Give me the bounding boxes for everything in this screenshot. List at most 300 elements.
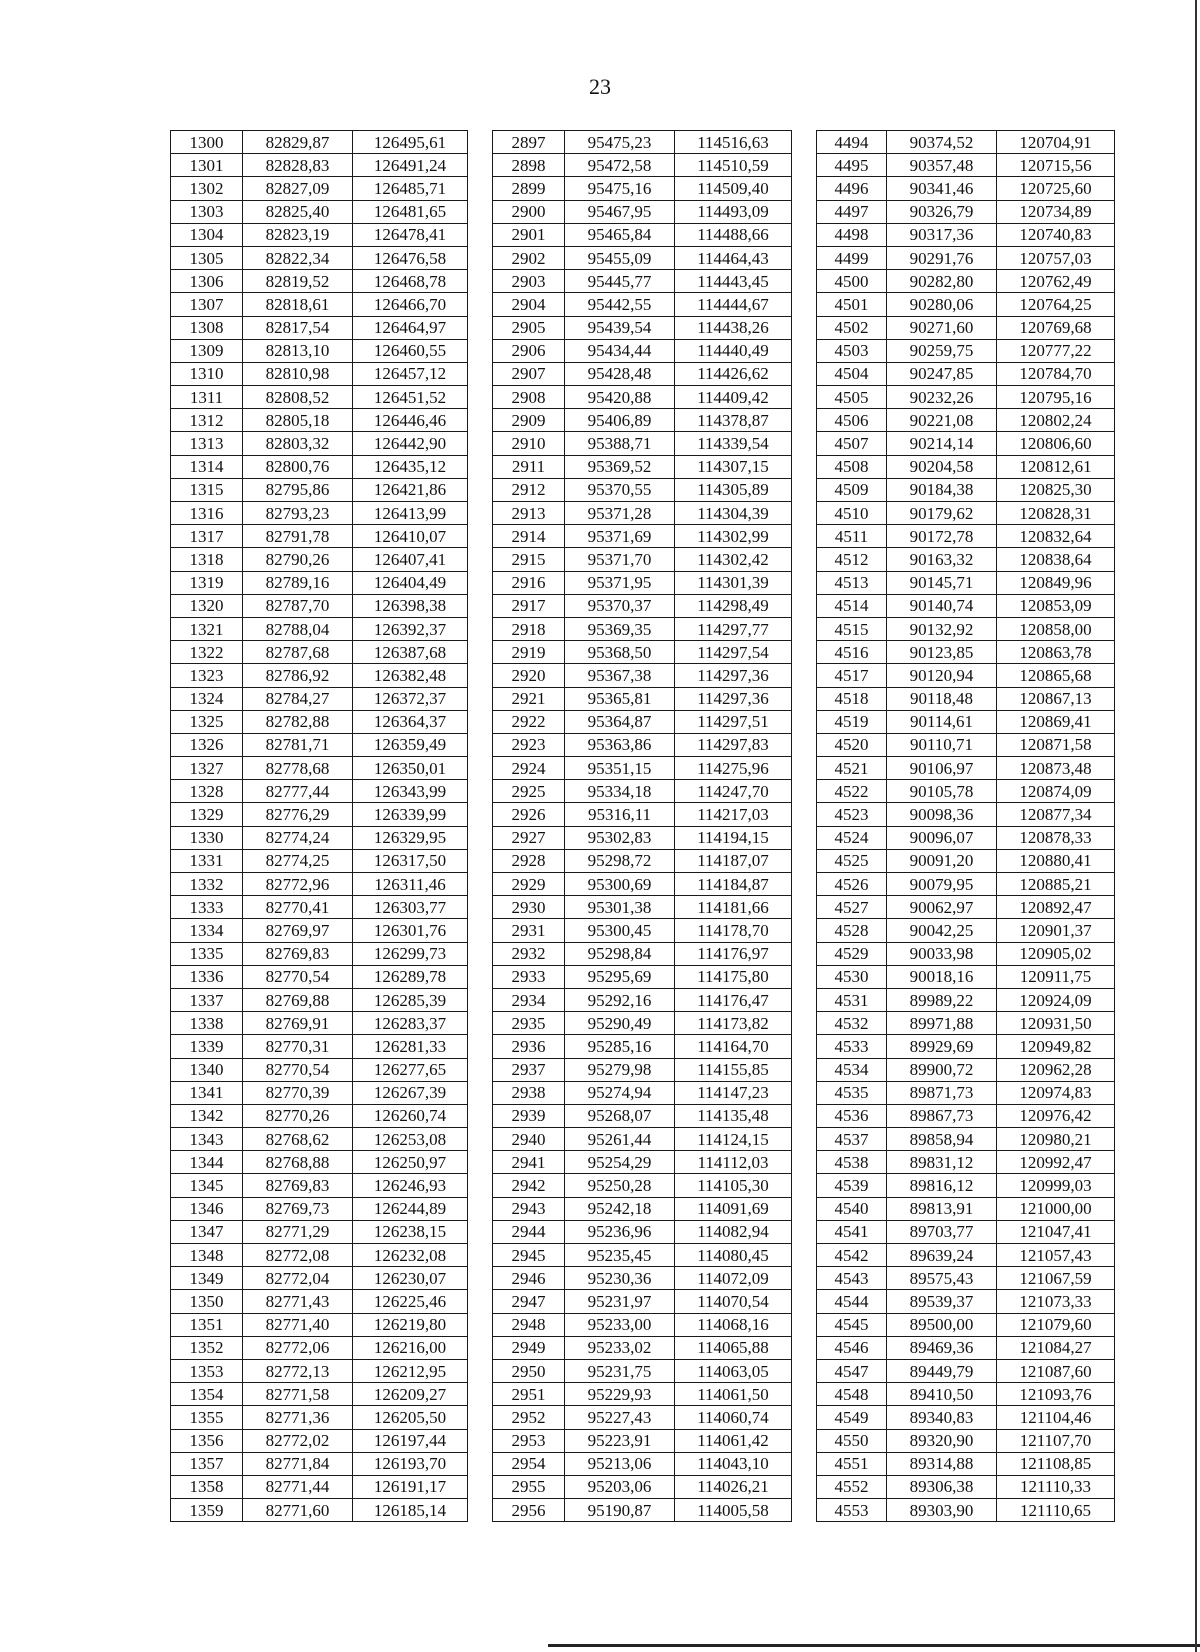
bottom-rule [548,1644,1200,1647]
point-number-cell: 1335 [171,942,243,965]
y-coordinate-cell: 120905,02 [997,942,1115,965]
point-number-cell: 1300 [171,131,243,154]
group-separator [792,1475,817,1498]
group-separator [792,873,817,896]
x-coordinate-cell: 89858,94 [887,1128,997,1151]
point-number-cell: 2942 [493,1174,565,1197]
table-row [171,594,1115,617]
group-separator [792,988,817,1011]
point-number-cell: 2947 [493,1290,565,1313]
table-row [171,1383,1115,1406]
point-number-cell: 1358 [171,1475,243,1498]
group-separator [792,293,817,316]
table-row [171,177,1115,200]
x-coordinate-cell: 89469,36 [887,1336,997,1359]
group-separator [792,432,817,455]
group-separator [792,617,817,640]
point-number-cell: 2910 [493,432,565,455]
table-row [171,1313,1115,1336]
x-coordinate-cell: 95233,00 [565,1313,675,1336]
table-row [171,803,1115,826]
y-coordinate-cell: 114043,10 [675,1452,792,1475]
point-number-cell: 4516 [817,641,887,664]
group-separator [468,988,493,1011]
point-number-cell: 2936 [493,1035,565,1058]
x-coordinate-cell: 95298,84 [565,942,675,965]
point-number-cell: 4547 [817,1359,887,1382]
group-separator [792,548,817,571]
x-coordinate-cell: 89871,73 [887,1081,997,1104]
x-coordinate-cell: 90232,26 [887,386,997,409]
x-coordinate-cell: 90184,38 [887,478,997,501]
y-coordinate-cell: 114068,16 [675,1313,792,1336]
point-number-cell: 1321 [171,617,243,640]
y-coordinate-cell: 120873,48 [997,757,1115,780]
y-coordinate-cell: 114275,96 [675,757,792,780]
table-row [171,362,1115,385]
x-coordinate-cell: 82772,02 [243,1429,353,1452]
x-coordinate-cell: 95223,91 [565,1429,675,1452]
point-number-cell: 1330 [171,826,243,849]
x-coordinate-cell: 82768,88 [243,1151,353,1174]
point-number-cell: 2948 [493,1313,565,1336]
group-separator [792,1058,817,1081]
point-number-cell: 4495 [817,154,887,177]
point-number-cell: 2932 [493,942,565,965]
x-coordinate-cell: 89410,50 [887,1383,997,1406]
y-coordinate-cell: 126435,12 [353,455,468,478]
y-coordinate-cell: 121057,43 [997,1244,1115,1267]
group-separator [792,1336,817,1359]
x-coordinate-cell: 82782,88 [243,710,353,733]
y-coordinate-cell: 114444,67 [675,293,792,316]
table-row [171,409,1115,432]
x-coordinate-cell: 89449,79 [887,1359,997,1382]
y-coordinate-cell: 114464,43 [675,246,792,269]
group-separator [468,1383,493,1406]
point-number-cell: 2919 [493,641,565,664]
table-row [171,1452,1115,1475]
group-separator [468,1429,493,1452]
table-row [171,733,1115,756]
point-number-cell: 2946 [493,1267,565,1290]
x-coordinate-cell: 82770,39 [243,1081,353,1104]
y-coordinate-cell: 114164,70 [675,1035,792,1058]
y-coordinate-cell: 114378,87 [675,409,792,432]
group-separator [468,803,493,826]
x-coordinate-cell: 95231,75 [565,1359,675,1382]
y-coordinate-cell: 126457,12 [353,362,468,385]
group-separator [468,525,493,548]
y-coordinate-cell: 126267,39 [353,1081,468,1104]
y-coordinate-cell: 114112,03 [675,1151,792,1174]
group-separator [792,919,817,942]
table-row [171,316,1115,339]
point-number-cell: 1324 [171,687,243,710]
point-number-cell: 1339 [171,1035,243,1058]
point-number-cell: 4531 [817,988,887,1011]
table-row [171,1128,1115,1151]
x-coordinate-cell: 95434,44 [565,339,675,362]
table-row [171,664,1115,687]
table-row [171,1475,1115,1498]
point-number-cell: 2901 [493,223,565,246]
group-separator [792,362,817,385]
y-coordinate-cell: 120924,09 [997,988,1115,1011]
table-row [171,386,1115,409]
group-separator [792,270,817,293]
point-number-cell: 1308 [171,316,243,339]
point-number-cell: 4548 [817,1383,887,1406]
point-number-cell: 1317 [171,525,243,548]
table-row [171,617,1115,640]
y-coordinate-cell: 120832,64 [997,525,1115,548]
point-number-cell: 1352 [171,1336,243,1359]
group-separator [468,571,493,594]
point-number-cell: 2940 [493,1128,565,1151]
point-number-cell: 4505 [817,386,887,409]
point-number-cell: 4504 [817,362,887,385]
group-separator [468,1081,493,1104]
point-number-cell: 4510 [817,502,887,525]
y-coordinate-cell: 120911,75 [997,965,1115,988]
x-coordinate-cell: 95233,02 [565,1336,675,1359]
y-coordinate-cell: 121108,85 [997,1452,1115,1475]
y-coordinate-cell: 114247,70 [675,780,792,803]
x-coordinate-cell: 95298,72 [565,849,675,872]
y-coordinate-cell: 120871,58 [997,733,1115,756]
x-coordinate-cell: 82769,73 [243,1197,353,1220]
point-number-cell: 4494 [817,131,887,154]
x-coordinate-cell: 82787,68 [243,641,353,664]
point-number-cell: 2897 [493,131,565,154]
x-coordinate-cell: 95334,18 [565,780,675,803]
point-number-cell: 2943 [493,1197,565,1220]
x-coordinate-cell: 82813,10 [243,339,353,362]
x-coordinate-cell: 95371,69 [565,525,675,548]
point-number-cell: 4511 [817,525,887,548]
x-coordinate-cell: 89539,37 [887,1290,997,1313]
point-number-cell: 1326 [171,733,243,756]
y-coordinate-cell: 120802,24 [997,409,1115,432]
point-number-cell: 4530 [817,965,887,988]
point-number-cell: 1310 [171,362,243,385]
group-separator [792,246,817,269]
x-coordinate-cell: 95213,06 [565,1452,675,1475]
y-coordinate-cell: 126398,38 [353,594,468,617]
point-number-cell: 4517 [817,664,887,687]
y-coordinate-cell: 114061,42 [675,1429,792,1452]
point-number-cell: 4502 [817,316,887,339]
y-coordinate-cell: 126485,71 [353,177,468,200]
y-coordinate-cell: 114176,97 [675,942,792,965]
x-coordinate-cell: 95254,29 [565,1151,675,1174]
y-coordinate-cell: 114105,30 [675,1174,792,1197]
x-coordinate-cell: 90179,62 [887,502,997,525]
group-separator [468,362,493,385]
y-coordinate-cell: 126205,50 [353,1406,468,1429]
x-coordinate-cell: 90326,79 [887,200,997,223]
x-coordinate-cell: 82771,60 [243,1499,353,1522]
y-coordinate-cell: 121104,46 [997,1406,1115,1429]
point-number-cell: 4536 [817,1104,887,1127]
x-coordinate-cell: 95250,28 [565,1174,675,1197]
point-number-cell: 1354 [171,1383,243,1406]
group-separator [468,293,493,316]
y-coordinate-cell: 126460,55 [353,339,468,362]
point-number-cell: 1329 [171,803,243,826]
y-coordinate-cell: 114187,07 [675,849,792,872]
table-row [171,641,1115,664]
x-coordinate-cell: 90123,85 [887,641,997,664]
x-coordinate-cell: 82768,62 [243,1128,353,1151]
group-separator [468,131,493,154]
table-row [171,1267,1115,1290]
y-coordinate-cell: 114516,63 [675,131,792,154]
point-number-cell: 4523 [817,803,887,826]
point-number-cell: 1328 [171,780,243,803]
group-separator [792,942,817,965]
group-separator [792,1220,817,1243]
x-coordinate-cell: 95371,70 [565,548,675,571]
y-coordinate-cell: 120784,70 [997,362,1115,385]
group-separator [468,409,493,432]
y-coordinate-cell: 120853,09 [997,594,1115,617]
x-coordinate-cell: 82774,25 [243,849,353,872]
x-coordinate-cell: 95230,36 [565,1267,675,1290]
group-separator [792,1406,817,1429]
point-number-cell: 1333 [171,896,243,919]
x-coordinate-cell: 95229,93 [565,1383,675,1406]
x-coordinate-cell: 95261,44 [565,1128,675,1151]
table-row [171,1290,1115,1313]
point-number-cell: 4535 [817,1081,887,1104]
point-number-cell: 1304 [171,223,243,246]
x-coordinate-cell: 90042,25 [887,919,997,942]
point-number-cell: 2952 [493,1406,565,1429]
group-separator [468,432,493,455]
point-number-cell: 2916 [493,571,565,594]
point-number-cell: 1347 [171,1220,243,1243]
y-coordinate-cell: 126250,97 [353,1151,468,1174]
point-number-cell: 4544 [817,1290,887,1313]
table-row [171,896,1115,919]
x-coordinate-cell: 95371,28 [565,502,675,525]
y-coordinate-cell: 114440,49 [675,339,792,362]
x-coordinate-cell: 82770,54 [243,1058,353,1081]
point-number-cell: 4524 [817,826,887,849]
y-coordinate-cell: 126451,52 [353,386,468,409]
point-number-cell: 1359 [171,1499,243,1522]
group-separator [468,223,493,246]
x-coordinate-cell: 89900,72 [887,1058,997,1081]
x-coordinate-cell: 82776,29 [243,803,353,826]
x-coordinate-cell: 82778,68 [243,757,353,780]
y-coordinate-cell: 114026,21 [675,1475,792,1498]
point-number-cell: 2899 [493,177,565,200]
x-coordinate-cell: 95231,97 [565,1290,675,1313]
point-number-cell: 2926 [493,803,565,826]
group-separator [792,965,817,988]
x-coordinate-cell: 95455,09 [565,246,675,269]
point-number-cell: 1338 [171,1012,243,1035]
group-separator [792,1452,817,1475]
x-coordinate-cell: 95285,16 [565,1035,675,1058]
group-separator [792,803,817,826]
x-coordinate-cell: 95365,81 [565,687,675,710]
x-coordinate-cell: 89320,90 [887,1429,997,1452]
point-number-cell: 4509 [817,478,887,501]
point-number-cell: 4526 [817,873,887,896]
point-number-cell: 1343 [171,1128,243,1151]
table-row [171,1197,1115,1220]
point-number-cell: 2915 [493,548,565,571]
table-row [171,223,1115,246]
y-coordinate-cell: 114426,62 [675,362,792,385]
group-separator [792,757,817,780]
x-coordinate-cell: 82771,84 [243,1452,353,1475]
point-number-cell: 2904 [493,293,565,316]
x-coordinate-cell: 95406,89 [565,409,675,432]
y-coordinate-cell: 120764,25 [997,293,1115,316]
group-separator [792,1359,817,1382]
y-coordinate-cell: 120828,31 [997,502,1115,525]
point-number-cell: 1356 [171,1429,243,1452]
x-coordinate-cell: 95371,95 [565,571,675,594]
group-separator [792,455,817,478]
table-row [171,571,1115,594]
y-coordinate-cell: 120877,34 [997,803,1115,826]
point-number-cell: 2939 [493,1104,565,1127]
point-number-cell: 1332 [171,873,243,896]
group-separator [792,1244,817,1267]
y-coordinate-cell: 126244,89 [353,1197,468,1220]
group-separator [792,316,817,339]
group-separator [792,849,817,872]
x-coordinate-cell: 90291,76 [887,246,997,269]
x-coordinate-cell: 82789,16 [243,571,353,594]
point-number-cell: 4540 [817,1197,887,1220]
y-coordinate-cell: 114060,74 [675,1406,792,1429]
point-number-cell: 4500 [817,270,887,293]
group-separator [468,1244,493,1267]
y-coordinate-cell: 121073,33 [997,1290,1115,1313]
point-number-cell: 1345 [171,1174,243,1197]
x-coordinate-cell: 90118,48 [887,687,997,710]
group-separator [792,1151,817,1174]
x-coordinate-cell: 90172,78 [887,525,997,548]
point-number-cell: 4545 [817,1313,887,1336]
y-coordinate-cell: 114176,47 [675,988,792,1011]
group-separator [792,687,817,710]
group-separator [468,965,493,988]
y-coordinate-cell: 114510,59 [675,154,792,177]
y-coordinate-cell: 126216,00 [353,1336,468,1359]
x-coordinate-cell: 82790,26 [243,548,353,571]
group-separator [468,1012,493,1035]
y-coordinate-cell: 126303,77 [353,896,468,919]
x-coordinate-cell: 90132,92 [887,617,997,640]
y-coordinate-cell: 114217,03 [675,803,792,826]
group-separator [792,409,817,432]
point-number-cell: 4534 [817,1058,887,1081]
y-coordinate-cell: 114091,69 [675,1197,792,1220]
group-separator [792,664,817,687]
x-coordinate-cell: 89306,38 [887,1475,997,1498]
point-number-cell: 1306 [171,270,243,293]
point-number-cell: 1315 [171,478,243,501]
y-coordinate-cell: 120757,03 [997,246,1115,269]
y-coordinate-cell: 126392,37 [353,617,468,640]
point-number-cell: 4507 [817,432,887,455]
x-coordinate-cell: 82829,87 [243,131,353,154]
point-number-cell: 4519 [817,710,887,733]
point-number-cell: 1319 [171,571,243,594]
group-separator [792,478,817,501]
point-number-cell: 1307 [171,293,243,316]
group-separator [792,733,817,756]
y-coordinate-cell: 120865,68 [997,664,1115,687]
y-coordinate-cell: 126301,76 [353,919,468,942]
group-separator [468,339,493,362]
group-separator [468,1406,493,1429]
group-separator [792,223,817,246]
y-coordinate-cell: 120892,47 [997,896,1115,919]
y-coordinate-cell: 120885,21 [997,873,1115,896]
x-coordinate-cell: 89813,91 [887,1197,997,1220]
group-separator [468,270,493,293]
x-coordinate-cell: 90098,36 [887,803,997,826]
page-edge [1195,0,1197,1652]
point-number-cell: 2955 [493,1475,565,1498]
x-coordinate-cell: 82791,78 [243,525,353,548]
point-number-cell: 4514 [817,594,887,617]
x-coordinate-cell: 90357,48 [887,154,997,177]
group-separator [792,896,817,919]
point-number-cell: 1351 [171,1313,243,1336]
point-number-cell: 4512 [817,548,887,571]
y-coordinate-cell: 121087,60 [997,1359,1115,1382]
y-coordinate-cell: 114409,42 [675,386,792,409]
point-number-cell: 1322 [171,641,243,664]
group-separator [468,896,493,919]
point-number-cell: 2938 [493,1081,565,1104]
point-number-cell: 2933 [493,965,565,988]
group-separator [792,1104,817,1127]
group-separator [468,919,493,942]
y-coordinate-cell: 120704,91 [997,131,1115,154]
point-number-cell: 4497 [817,200,887,223]
point-number-cell: 4549 [817,1406,887,1429]
x-coordinate-cell: 90221,08 [887,409,997,432]
point-number-cell: 2934 [493,988,565,1011]
point-number-cell: 2921 [493,687,565,710]
x-coordinate-cell: 82784,27 [243,687,353,710]
y-coordinate-cell: 114297,54 [675,641,792,664]
group-separator [792,1081,817,1104]
y-coordinate-cell: 120838,64 [997,548,1115,571]
x-coordinate-cell: 95442,55 [565,293,675,316]
table-row [171,849,1115,872]
x-coordinate-cell: 82771,36 [243,1406,353,1429]
x-coordinate-cell: 82770,31 [243,1035,353,1058]
y-coordinate-cell: 114304,39 [675,502,792,525]
y-coordinate-cell: 120812,61 [997,455,1115,478]
x-coordinate-cell: 89989,22 [887,988,997,1011]
table-row [171,270,1115,293]
point-number-cell: 1312 [171,409,243,432]
table-row [171,1244,1115,1267]
